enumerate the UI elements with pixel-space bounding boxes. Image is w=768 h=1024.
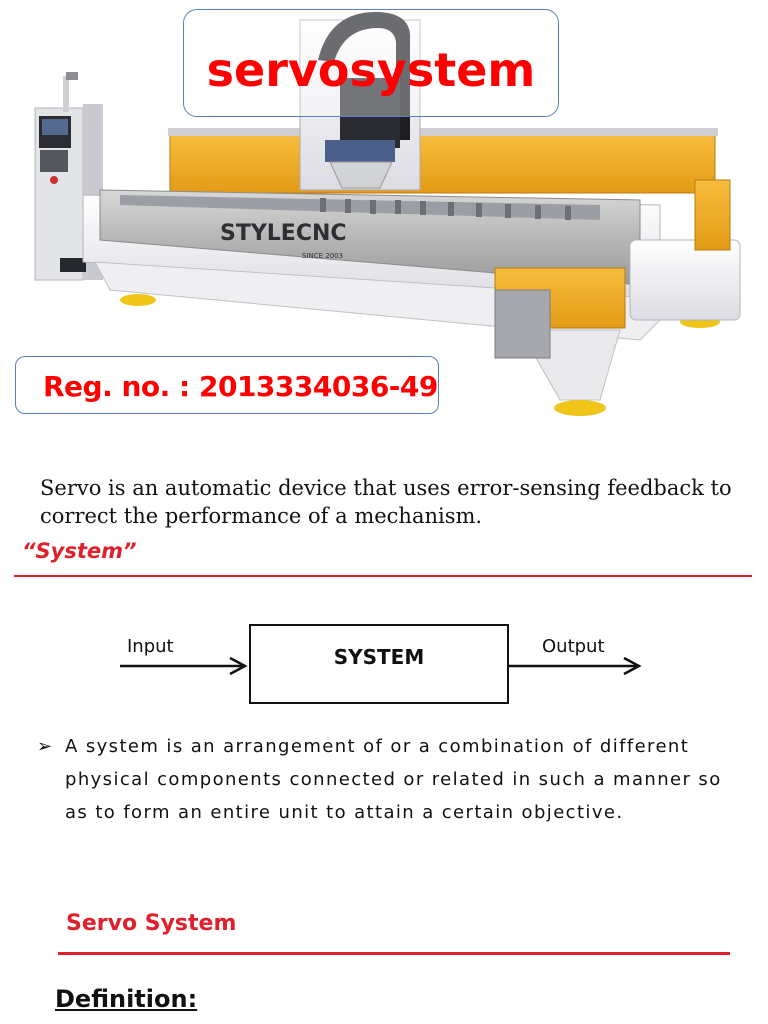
input-label: Input bbox=[127, 636, 174, 657]
servo-definition-text: Servo is an automatic device that uses error-sensing feedback to correct the performance of a mechanism. bbox=[40, 476, 732, 528]
bullet-arrow-icon: ➢ bbox=[37, 736, 54, 757]
system-description bbox=[37, 730, 748, 829]
slide-title: servosystem bbox=[206, 43, 536, 97]
output-label: Output bbox=[542, 636, 605, 657]
divider-line bbox=[14, 575, 752, 577]
system-description-text: A system is an arrangement of or a combination of different physical components connected or related in such a manner so as to form an entire unit to attain a certain objective. bbox=[65, 736, 722, 823]
machine-brand: STYLECNC bbox=[220, 221, 347, 246]
system-block-diagram bbox=[110, 615, 650, 715]
system-box-label: SYSTEM bbox=[333, 645, 425, 669]
definition-label: Definition: bbox=[55, 985, 198, 1013]
reg-number: Reg. no. : 2013334036-49 bbox=[43, 370, 438, 403]
servo-system-heading: Servo System bbox=[66, 911, 237, 936]
servo-divider-line bbox=[58, 952, 730, 955]
machine-brand-sub: SINCE 2003 bbox=[302, 252, 344, 260]
system-heading: “System” bbox=[22, 539, 137, 563]
